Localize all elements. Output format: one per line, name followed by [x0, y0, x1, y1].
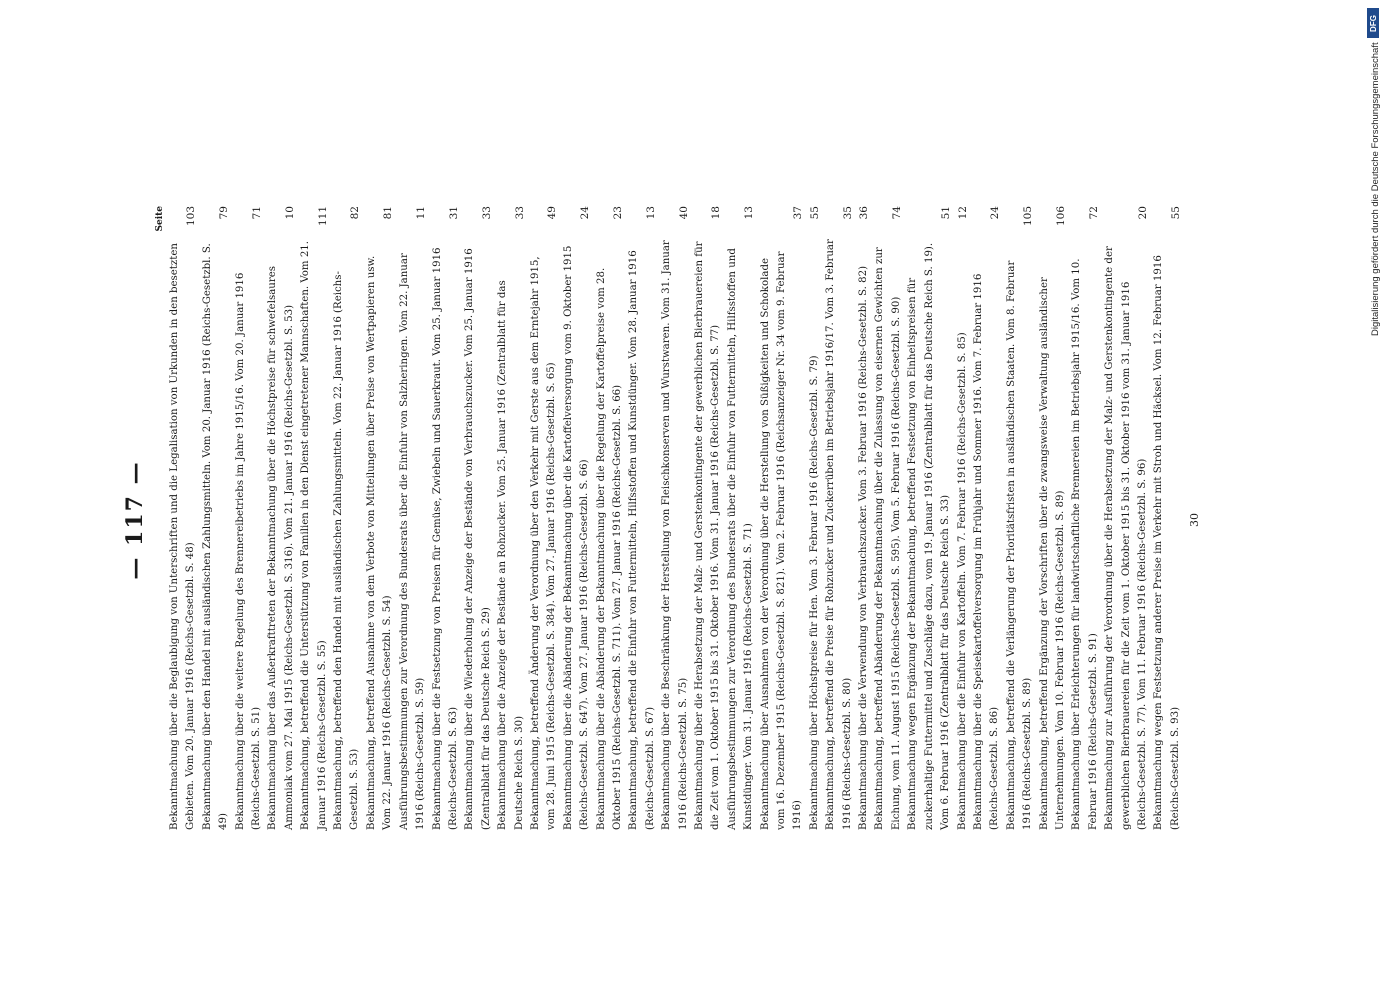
entry-list	[167, 200, 1184, 840]
entry-page: 33	[480, 206, 493, 220]
entry-text: Bekanntmachung, betreffend die Unterstützung von Familien in den Dienst eingetretener Mannschaften. Vom 21. Januar 1916 (Reichs-Gesetzbl. S. 55)	[300, 240, 328, 830]
list-item	[1151, 206, 1184, 830]
list-item	[528, 206, 561, 830]
entry-page: 106	[1054, 206, 1067, 227]
list-item	[905, 206, 954, 830]
entry-text: Bekanntmachung wegen Festsetzung anderer Preise im Verkehr mit Stroh und Häcksel. Vom 12. Februar 1916 (Reichs-Gesetzbl. S. 93)	[1153, 255, 1181, 830]
list-item	[1069, 206, 1102, 830]
entry-text: Bekanntmachung über die Beschränkung der Herstellung von Fleischkonserven und Wurstwaren. Vom 31. Januar 1916 (Reichs-Gesetzbl. S. 75)	[661, 240, 689, 830]
list-item	[397, 206, 430, 830]
list-item	[561, 206, 594, 830]
list-item	[594, 206, 627, 830]
entry-page: 74	[890, 206, 903, 220]
entry-text: Ausführungsbestimmungen zur Verordnung des Bundesrats über die Einfuhr von Salzheringen. Vom 22. Januar 1916 (Reichs-Gesetzbl. S. 59)	[398, 253, 427, 830]
list-item	[298, 206, 331, 830]
list-item	[462, 206, 495, 830]
entry-page: 55	[1169, 206, 1182, 220]
entry-page: 49	[546, 206, 559, 220]
list-item	[955, 206, 971, 830]
entry-text: Bekanntmachung über die Wiederholung der Anzeige der Bestände von Verbrauchszucker. Vom 25. Januar 1916 (Zentralblatt für das Deutsche Reich S. 29)	[464, 248, 492, 830]
page-number-header: — 117 —	[122, 460, 148, 580]
entry-page: 24	[989, 206, 1002, 220]
entry-text: Bekanntmachung zur Ausführung der Verordnung über die Herabsetzung der Malz- und Gerstenkontingente der gewerblichen Bierbrauereien für die Zeit vom 1. Oktober 1915 bis 31. Oktober 1916 vom 31. Januar 1916 (Reichs-Gesetzbl. S. 77). Vom 11. Februar 1916 (Reichs-Gesetzbl. S. 96)	[1104, 246, 1148, 830]
entry-page: 35	[841, 206, 854, 220]
list-item	[758, 206, 807, 830]
list-item	[823, 206, 856, 830]
entry-page: 79	[218, 206, 231, 220]
entry-page: 33	[513, 206, 526, 220]
dfg-credit-strip	[1361, 0, 1383, 1000]
column-label-seite: Seite	[155, 206, 165, 232]
entry-page: 11	[415, 206, 428, 220]
entry-text: Bekanntmachung über die Abänderung der Bekanntmachung über die Regelung der Kartoffelpreise vom 28. Oktober 1915 (Reichs-Gesetzbl. S. 711). Vom 27. Januar 1916 (Reichs-Gesetzbl. S. 66)	[595, 267, 623, 830]
entry-text: Bekanntmachung über die weitere Regelung des Brennereibetriebs im Jahre 1915/16. Vom 20. Januar 1916 (Reichs-Gesetzbl. S. 51)	[234, 272, 263, 830]
list-item	[659, 206, 692, 830]
entry-page: 72	[1087, 206, 1100, 220]
entry-text: Ausführungsbestimmungen zur Verordnung des Bundesrats über die Einfuhr von Futtermitteln, Hilfsstoffen und Kunstdünger. Vom 31. Januar 1916 (Reichs-Gesetzbl. S. 71)	[726, 248, 755, 830]
entry-text: Bekanntmachung über Erleichterungen für landwirtschaftliche Brennereien im Betriebsjahr 1915/16. Vom 10. Februar 1916 (Reichs-Gesetzbl. S. 91)	[1071, 258, 1099, 830]
entry-text: Bekanntmachung über den Handel mit ausländischen Zahlungsmitteln. Vom 20. Januar 1916 (Reichs-Gesetzbl. S. 49)	[201, 243, 230, 830]
entry-text: Bekanntmachung, betreffend die Verlängerung der Prioritätsfristen in ausländischen Staaten. Vom 8. Februar 1916 (Reichs-Gesetzbl. S. 89)	[1005, 260, 1034, 830]
entry-page: 13	[743, 206, 756, 220]
entry-text: Bekanntmachung über das Außerkrafttreten der Bekanntmachung über die Höchstpreise für schwefelsaures Ammoniak vom 27. Mai 1915 (Reichs-Gesetzbl. S. 316). Vom 21. Januar 1916 (Reichs-Gesetzbl. S. 53)	[267, 266, 295, 830]
dfg-credit-text: Digitalisierung gefördert durch die Deutsche Forschungsgemeinschaft	[1370, 42, 1381, 336]
entry-text: Bekanntmachung, betreffend Abänderung der Bekanntmachung über die Zulassung von eisernen Gewichten zur Eichung, vom 11. August 1915 (Reichs-Gesetzbl. S. 595). Vom 5. Februar 1916 (Reichs-Gesetzbl. S. 90)	[874, 247, 902, 830]
entry-page: 103	[185, 206, 198, 227]
entry-text: Bekanntmachung über Höchstpreise für Hen. Vom 3. Februar 1916 (Reichs-Gesetzbl. S. 79)	[808, 355, 820, 830]
entry-page: 36	[858, 206, 871, 220]
entry-text: Bekanntmachung, betreffend die Preise für Rohzucker und Zuckerrüben im Betriebsjahr 1916/17. Vom 3. Februar 1916 (Reichs-Gesetzbl. S. 80)	[825, 239, 853, 830]
entry-page: 37	[792, 206, 805, 220]
entry-page: 10	[283, 206, 296, 220]
entry-page: 23	[611, 206, 624, 220]
list-item	[233, 206, 266, 830]
entry-text: Bekanntmachung über die Anzeige der Bestände an Rohzucker. Vom 25. Januar 1916 (Zentralblatt für das Deutsche Reich S. 30)	[497, 280, 525, 830]
list-item	[856, 206, 872, 830]
list-item	[331, 206, 364, 830]
entry-page: 12	[956, 206, 969, 220]
entry-text: Bekanntmachung, betreffend die Einfuhr von Futtermitteln, Hilfsstoffen und Kunstdünger. Vom 28. Januar 1916 (Reichs-Gesetzbl. S. 67)	[628, 250, 656, 830]
entry-text: Bekanntmachung über Ausnahmen von der Verordnung über die Herstellung von Süßigkeiten und Schokolade vom 16. Dezember 1915 (Reichs-Gesetzbl. S. 821). Vom 2. Februar 1916 (Reichsanzeiger Nr. 34 vom 9. Februar 1916)	[759, 251, 804, 830]
entry-page: 20	[1136, 206, 1149, 220]
list-item	[725, 206, 758, 830]
list-item	[1004, 206, 1037, 830]
list-item	[872, 206, 905, 830]
entry-page: 24	[579, 206, 592, 220]
list-item	[692, 206, 725, 830]
list-item	[364, 206, 397, 830]
list-item	[265, 206, 298, 830]
entry-text: Bekanntmachung über die Beglaubigung von Unterschriften und die Legalisation von Urkunden in den besetzten Gebieten. Vom 20. Januar 1916 (Reichs-Gesetzbl. S. 48)	[169, 243, 197, 830]
list-item	[430, 206, 463, 830]
entry-text: Bekanntmachung über die Herabsetzung der Malz- und Gerstenkontingente der gewerblichen Bierbrauereien für die Zeit vom 1. Oktober 1915 bis 31. Oktober 1916. Vom 31. Januar 1916 (Reichs-Gesetzbl. S. 77)	[694, 241, 722, 830]
entry-text: Bekanntmachung wegen Ergänzung der Bekanntmachung, betreffend Festsetzung von Einheitspreisen für zuckerhaltige Futtermittel und Zuschläge dazu, vom 19. Januar 1916 (Zentralblatt für das Deutsche Reich S. 19). Vom 6. Februar 1916 (Zentralblatt für das Deutsche Reich S. 33)	[907, 242, 952, 830]
signature-mark: 30	[1188, 513, 1202, 527]
list-item	[971, 206, 1004, 830]
entry-page: 18	[710, 206, 723, 220]
list-item	[626, 206, 659, 830]
entry-page: 40	[677, 206, 690, 220]
entry-text: Bekanntmachung, betreffend Ergänzung der Vorschriften über die zwangsweise Verwaltung ausländischer Unternehmungen. Vom 10. Februar 1916 (Reichs-Gesetzbl. S. 89)	[1038, 277, 1066, 830]
dfg-logo-text: DFG	[1368, 14, 1378, 32]
list-item	[1102, 206, 1151, 830]
entry-text: Bekanntmachung über die Speisekartoffelversorgung im Frühjahr und Sommer 1916. Vom 7. Februar 1916 (Reichs-Gesetzbl. S. 86)	[972, 273, 1001, 830]
entry-text: Bekanntmachung, betreffend Ausnahme von dem Verbote von Mitteilungen über Preise von Wertpapieren usw. Vom 22. Januar 1916 (Reichs-Gesetzbl. S. 54)	[365, 255, 394, 830]
rotated-document	[115, 200, 1200, 840]
entry-text: Bekanntmachung über die Verwendung von Verbrauchszucker. Vom 3. Februar 1916 (Reichs-Gesetzbl. S. 82)	[858, 265, 870, 830]
list-item	[167, 206, 200, 830]
entry-page: 82	[349, 206, 362, 220]
entry-text: Bekanntmachung über die Festsetzung von Preisen für Gemüse, Zwiebeln und Sauerkraut. Vom 25. Januar 1916 (Reichs-Gesetzbl. S. 63)	[431, 247, 459, 830]
entry-page: 51	[940, 206, 953, 220]
entry-page: 111	[316, 206, 329, 227]
list-item	[807, 206, 823, 830]
dfg-logo-icon	[1367, 8, 1379, 38]
entry-text: Bekanntmachung über die Einfuhr von Kartoffeln. Vom 7. Februar 1916 (Reichs-Gesetzbl. S. 85)	[956, 332, 968, 830]
entry-text: Bekanntmachung, betreffend Änderung der Verordnung über den Verkehr mit Gerste aus dem Erntejahr 1915, vom 28. Juni 1915 (Reichs-Gesetzbl. S. 384). Vom 27. Januar 1916 (Reichs-Gesetzbl. S. 65)	[529, 256, 558, 830]
entry-page: 13	[644, 206, 657, 220]
list-item	[200, 206, 233, 830]
entry-page: 31	[447, 206, 460, 220]
entry-page: 55	[808, 206, 821, 220]
entry-text: Bekanntmachung über die Abänderung der Bekanntmachung über die Kartoffelversorgung vom 9. Oktober 1915 (Reichs-Gesetzbl. S. 647). Vom 27. Januar 1916 (Reichs-Gesetzbl. S. 66)	[562, 245, 591, 830]
entry-page: 105	[1022, 206, 1035, 227]
entry-page: 71	[251, 206, 264, 220]
entry-page: 81	[382, 206, 395, 220]
list-item	[1037, 206, 1070, 830]
list-item	[495, 206, 528, 830]
entry-text: Bekanntmachung, betreffend den Handel mit ausländischen Zahlungsmitteln. Vom 22. Januar 1916 (Reichs-Gesetzbl. S. 53)	[333, 271, 361, 830]
